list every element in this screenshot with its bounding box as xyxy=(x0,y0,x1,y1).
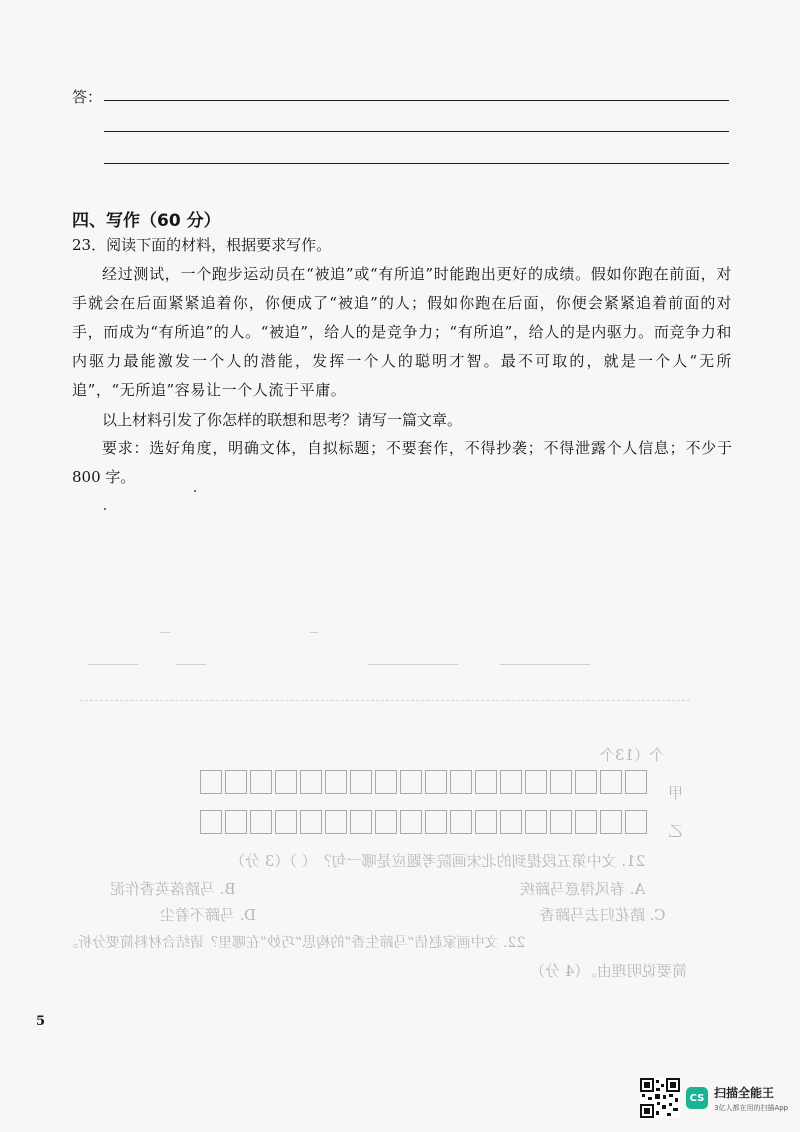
grid-cell xyxy=(600,770,622,794)
grid-cell xyxy=(300,770,322,794)
writing-requirements: 要求：选好角度，明确文体，自拟标题；不要套作，不得抄袭；不得泄露个人信息；不少于 800 字。 xyxy=(72,439,732,486)
grid-cell xyxy=(500,770,522,794)
grid-cell xyxy=(275,810,297,834)
grid-cell xyxy=(350,810,372,834)
bleed-label-a: 个（13个 xyxy=(600,746,665,764)
grid-cell xyxy=(575,810,597,834)
answer-grid-row xyxy=(200,810,647,834)
grid-cell xyxy=(400,810,422,834)
qr-code-icon xyxy=(640,1078,680,1118)
grid-cell xyxy=(525,770,547,794)
grid-cell xyxy=(625,810,647,834)
camscanner-logo: CS xyxy=(686,1087,708,1109)
answer-line xyxy=(104,131,729,132)
grid-cell xyxy=(300,810,322,834)
scanner-watermark xyxy=(640,1078,788,1118)
grid-cell xyxy=(250,770,272,794)
section-title: 四、写作（60 分） xyxy=(72,211,221,231)
grid-cell xyxy=(325,770,347,794)
grid-cell xyxy=(375,770,397,794)
bleed-option-a: A. 春风得意马蹄疾 xyxy=(520,880,646,898)
grid-cell xyxy=(200,770,222,794)
scan-speck xyxy=(104,508,106,510)
grid-cell xyxy=(325,810,347,834)
grid-cell xyxy=(475,810,497,834)
grid-cell xyxy=(425,770,447,794)
grid-cell xyxy=(625,770,647,794)
grid-cell xyxy=(550,770,572,794)
bleed-dash xyxy=(176,664,206,665)
bleed-option-b: B. 马踏落英香作泥 xyxy=(110,880,236,898)
bleed-question-22: 22. 文中画家赵佶“马蹄生香”的构思“巧妙”在哪里？请结合材料简要分析。 xyxy=(64,935,526,951)
scan-speck xyxy=(194,490,196,492)
scanner-name: 扫描全能王 xyxy=(714,1085,775,1100)
grid-cell xyxy=(200,810,222,834)
bleed-dash xyxy=(160,632,170,633)
answer-grid-row xyxy=(200,770,647,794)
answer-line xyxy=(104,100,729,101)
answer-label: 答： xyxy=(72,88,103,106)
bleed-option-d: D. 马蹄不着尘 xyxy=(160,906,257,924)
bleed-question-21: 21. 文中第五段提到的北宋画院考题应是哪一句？（ ）（3 分） xyxy=(230,852,646,870)
grid-cell xyxy=(550,810,572,834)
bleed-dash xyxy=(88,664,138,665)
grid-cell xyxy=(450,810,472,834)
material-paragraph: 经过测试，一个跑步运动员在“被追”或“有所追”时能跑出更好的成绩。假如你跑在前面，对手就会在后面紧紧追着你，你便成了“被追”的人；假如你跑在后面，你便会紧紧追着前面的对手，而成为“有所追”的人。“被追”，给人的是竞争力；“有所追”，给人的是内驱力。而竞争力和内驱力最能激发一个人的潜能，发挥一个人的聪明才智。最不可取的，就是一个人“无所追”，“无所追”容易让一个人流于平庸。 xyxy=(72,265,732,399)
grid-cell xyxy=(450,770,472,794)
writing-prompt: 以上材料引发了你怎样的联想和思考？请写一篇文章。 xyxy=(102,411,463,429)
grid-cell xyxy=(275,770,297,794)
bleed-question-22-cont: 简要说明理由。（4 分） xyxy=(530,962,687,980)
grid-cell xyxy=(600,810,622,834)
page-number: 5 xyxy=(36,1014,46,1029)
grid-cell xyxy=(500,810,522,834)
grid-cell xyxy=(250,810,272,834)
grid-cell xyxy=(475,770,497,794)
bleed-dash xyxy=(310,632,318,633)
answer-line xyxy=(104,163,729,164)
bleed-dash xyxy=(368,664,458,665)
bleed-dash xyxy=(80,700,690,701)
bleed-label-c: 乙 xyxy=(668,822,684,840)
grid-cell xyxy=(225,810,247,834)
bleed-option-c: C. 踏花归去马蹄香 xyxy=(540,906,666,924)
grid-cell xyxy=(575,770,597,794)
grid-cell xyxy=(400,770,422,794)
question-23: 23．阅读下面的材料，根据要求写作。 xyxy=(72,236,332,254)
scanner-text xyxy=(714,1084,788,1113)
grid-cell xyxy=(375,810,397,834)
grid-cell xyxy=(350,770,372,794)
grid-cell xyxy=(525,810,547,834)
grid-cell xyxy=(225,770,247,794)
bleed-label-b: 甲 xyxy=(668,784,684,802)
bleed-dash xyxy=(500,664,590,665)
grid-cell xyxy=(425,810,447,834)
scanner-slogan: 3亿人都在用的扫描App xyxy=(714,1103,789,1112)
